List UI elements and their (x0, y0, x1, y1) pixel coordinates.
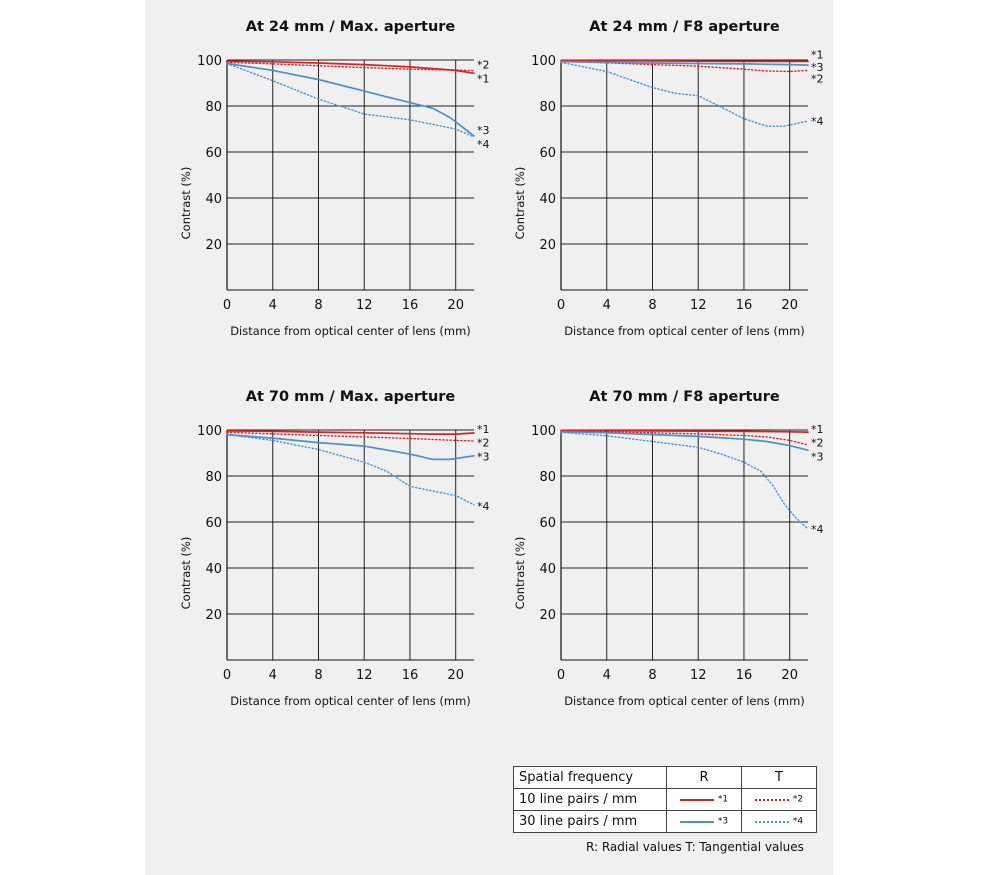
legend-note: R: Radial values T: Tangential values (586, 840, 804, 854)
series-end-label: *2 (477, 436, 490, 450)
y-tick-label: 40 (205, 562, 222, 577)
x-tick-label: 16 (401, 298, 419, 313)
x-tick-label: 4 (602, 298, 611, 313)
y-tick-label: 20 (539, 608, 556, 623)
chart-title: At 24 mm / Max. aperture (245, 19, 456, 35)
legend-swatch-red-solid (680, 799, 714, 801)
legend-row-30lp (514, 811, 817, 833)
x-tick-label: 12 (355, 298, 373, 313)
y-axis-label: Contrast (%) (513, 536, 527, 610)
series-end-label: *2 (811, 436, 824, 450)
series-line-4-dotted (561, 432, 808, 529)
y-tick-label: 80 (205, 100, 222, 115)
chart-4 (513, 389, 824, 708)
x-tick-label: 8 (314, 298, 323, 313)
y-tick-label: 100 (197, 424, 222, 439)
x-tick-label: 12 (689, 298, 707, 313)
y-tick-label: 60 (205, 516, 222, 531)
x-tick-label: 4 (602, 668, 611, 683)
y-tick-label: 40 (205, 192, 222, 207)
legend-header-label: Spatial frequency (514, 767, 667, 789)
legend-tag: *3 (717, 816, 729, 827)
legend-header-r: R (667, 767, 742, 789)
series-end-label: *1 (811, 48, 824, 62)
chart-1 (179, 19, 490, 338)
y-tick-label: 40 (539, 192, 556, 207)
x-tick-label: 0 (556, 298, 566, 313)
x-tick-label: 8 (648, 668, 657, 683)
x-tick-label: 16 (735, 298, 753, 313)
x-tick-label: 8 (314, 668, 323, 683)
chart-title: At 70 mm / F8 aperture (589, 389, 780, 405)
series-end-label: *2 (477, 58, 490, 72)
y-tick-label: 100 (531, 54, 556, 69)
y-tick-label: 60 (539, 516, 556, 531)
series-end-label: *2 (811, 72, 824, 86)
series-line-4-dotted (227, 64, 474, 138)
chart-2 (513, 19, 824, 338)
series-end-label: *3 (811, 450, 824, 464)
y-tick-label: 40 (539, 562, 556, 577)
series-line-3-solid (227, 435, 474, 460)
y-tick-label: 20 (205, 608, 222, 623)
series-end-label: *4 (811, 522, 824, 536)
series-line-1-solid (561, 61, 808, 62)
legend-row-label: 30 line pairs / mm (514, 811, 667, 833)
x-tick-label: 4 (268, 298, 277, 313)
y-tick-label: 60 (205, 146, 222, 161)
x-tick-label: 12 (355, 668, 373, 683)
chart-title: At 24 mm / F8 aperture (589, 19, 780, 35)
series-end-label: *4 (477, 499, 490, 513)
legend-row-10lp (514, 789, 817, 811)
y-axis-label: Contrast (%) (179, 536, 193, 610)
y-tick-label: 80 (539, 100, 556, 115)
series-end-label: *3 (811, 60, 824, 74)
y-tick-label: 100 (531, 424, 556, 439)
legend-tag: *1 (717, 794, 729, 805)
x-tick-label: 12 (689, 668, 707, 683)
y-tick-label: 20 (539, 238, 556, 253)
legend-swatch-blue-dotted (755, 821, 789, 823)
x-tick-label: 20 (447, 298, 464, 313)
x-tick-label: 16 (401, 668, 419, 683)
legend-cell-t2 (742, 811, 817, 833)
x-tick-label: 8 (648, 298, 657, 313)
chart-3 (179, 389, 490, 708)
chart-title: At 70 mm / Max. aperture (245, 389, 456, 405)
legend-tag: *4 (792, 816, 804, 827)
y-axis-label: Contrast (%) (179, 166, 193, 240)
legend-tag: *2 (792, 794, 804, 805)
legend-header-row (514, 767, 817, 789)
x-axis-label: Distance from optical center of lens (mm) (564, 694, 805, 708)
series-end-label: *4 (811, 114, 824, 128)
x-axis-label: Distance from optical center of lens (mm) (230, 694, 471, 708)
series-end-label: *1 (477, 422, 490, 436)
legend-header-t: T (742, 767, 817, 789)
series-end-label: *3 (477, 124, 490, 138)
x-tick-label: 20 (781, 668, 798, 683)
y-tick-label: 20 (205, 238, 222, 253)
series-line-4-dotted (561, 62, 808, 126)
legend-cell-r2 (667, 811, 742, 833)
legend-swatch-blue-solid (680, 821, 714, 823)
x-tick-label: 0 (556, 668, 566, 683)
series-end-label: *4 (477, 137, 490, 151)
x-tick-label: 20 (447, 668, 464, 683)
legend-table (513, 766, 817, 833)
series-line-3-solid (561, 432, 808, 451)
x-axis-label: Distance from optical center of lens (mm) (230, 324, 471, 338)
x-tick-label: 20 (781, 298, 798, 313)
y-tick-label: 80 (539, 470, 556, 485)
x-axis-label: Distance from optical center of lens (mm) (564, 324, 805, 338)
legend-swatch-red-dotted (755, 799, 789, 801)
legend-cell-r1 (667, 789, 742, 811)
legend-row-label: 10 line pairs / mm (514, 789, 667, 811)
y-tick-label: 80 (205, 470, 222, 485)
x-tick-label: 16 (735, 668, 753, 683)
x-tick-label: 4 (268, 668, 277, 683)
y-axis-label: Contrast (%) (513, 166, 527, 240)
x-tick-label: 0 (222, 298, 232, 313)
x-tick-label: 0 (222, 668, 232, 683)
series-end-label: *1 (811, 422, 824, 436)
y-tick-label: 60 (539, 146, 556, 161)
series-end-label: *3 (477, 450, 490, 464)
y-tick-label: 100 (197, 54, 222, 69)
series-end-label: *1 (477, 72, 490, 86)
legend-cell-t1 (742, 789, 817, 811)
